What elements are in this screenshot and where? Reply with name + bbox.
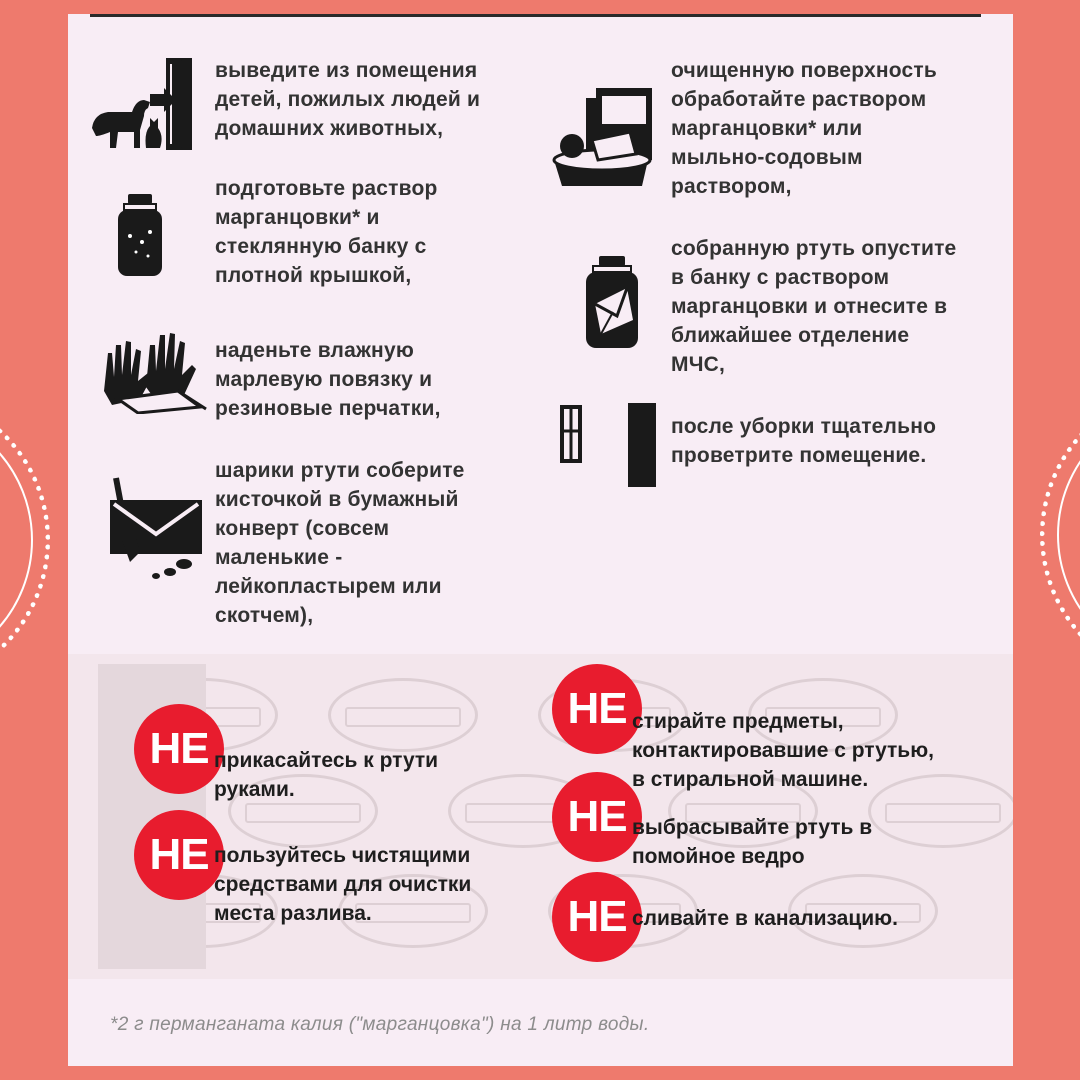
step-collect-mercury: шарики ртути соберите кисточкой в бумажный конверт (совсем маленькие - лейкопластырем или скотчем), xyxy=(215,459,465,627)
jar-icon xyxy=(116,192,164,278)
ne-badge: НЕ xyxy=(134,704,224,794)
gloves-mask-icon xyxy=(98,319,210,414)
prohibition-touch: прикасайтесь к ртути руками. xyxy=(214,749,439,801)
jar-envelope-icon xyxy=(583,254,641,350)
ne-badge: НЕ xyxy=(134,810,224,900)
step-protective-gear: наденьте влажную марлевую повязку и резиновые перчатки, xyxy=(215,339,441,420)
ne-badge: НЕ xyxy=(552,872,642,962)
cleaning-supplies-icon xyxy=(550,84,660,192)
watermark xyxy=(328,678,478,752)
step-treat-surface: очищенную поверхность обработайте раствором марганцовки* или мыльно-содовым раствором, xyxy=(671,59,937,198)
envelope-brush-icon xyxy=(106,476,208,584)
window-door-icon xyxy=(558,399,660,491)
ne-badge: НЕ xyxy=(552,772,642,862)
prohibition-sewer: сливайте в канализацию. xyxy=(632,907,898,930)
step-ventilate: после уборки тщательно проветрите помещение. xyxy=(671,415,937,467)
decorative-dotted-circle-right xyxy=(1040,385,1080,685)
instruction-card xyxy=(68,14,1013,1066)
top-rule xyxy=(90,14,981,17)
step-evacuate: выведите из помещения детей, пожилых людей и домашних животных, xyxy=(215,59,481,140)
step-dispose-mercury: собранную ртуть опустите в банку с раствором марганцовки и отнесите в ближайшее отделение МЧС, xyxy=(671,237,957,376)
decorative-dotted-circle-left xyxy=(0,390,50,690)
pets-leaving-door-icon xyxy=(88,56,200,154)
prohibition-washing: стирайте предметы, контактировавшие с ртутью, в стиральной машине. xyxy=(632,710,934,791)
ne-badge: НЕ xyxy=(552,664,642,754)
step-prepare-solution: подготовьте раствор марганцовки* и стеклянную банку с плотной крышкой, xyxy=(215,177,438,287)
prohibition-cleaners: пользуйтесь чистящими средствами для очистки места разлива. xyxy=(214,844,472,925)
prohibition-trash: выбрасывайте ртуть в помойное ведро xyxy=(632,816,873,868)
footnote: *2 г перманганата калия ("марганцовка") на 1 литр воды. xyxy=(110,1014,650,1035)
